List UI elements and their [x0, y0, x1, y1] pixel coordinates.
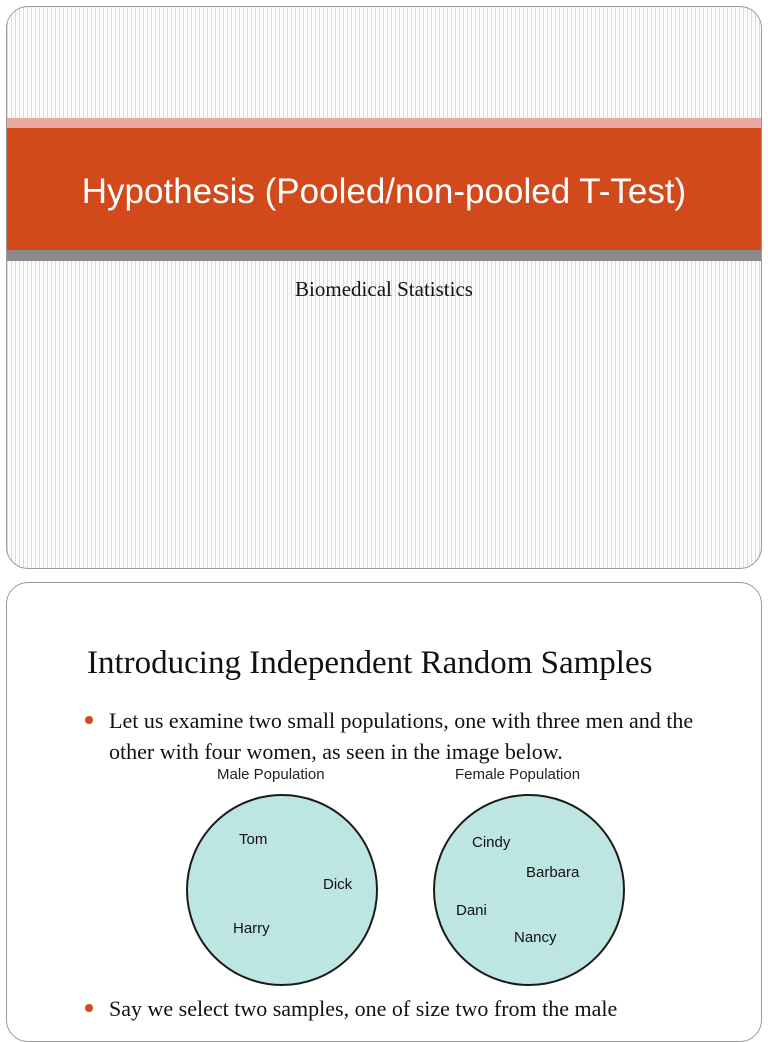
population-member: Tom	[239, 831, 268, 848]
title-band-top-stripe	[7, 118, 761, 128]
population-member: Dani	[456, 902, 487, 919]
bullet-item	[85, 705, 725, 767]
slide-subtitle: Biomedical Statistics	[295, 277, 473, 301]
bullet-item	[85, 993, 725, 1024]
title-band-bottom-stripe	[7, 250, 761, 261]
content-slide	[6, 582, 762, 1042]
male-population-label: Male Population	[217, 766, 325, 783]
bullet-text: Say we select two samples, one of size two from the male	[109, 996, 618, 1021]
bullet-dot-icon	[85, 716, 93, 724]
female-population-label: Female Population	[455, 766, 581, 783]
male-population-circle	[186, 794, 378, 986]
female-population-circle	[433, 794, 625, 986]
slide-title: Hypothesis (Pooled/non-pooled T-Test)	[81, 171, 687, 211]
slide-heading: Introducing Independent Random Samples	[87, 645, 653, 681]
population-member: Harry	[233, 920, 270, 937]
title-band	[7, 128, 761, 250]
bullet-text: Let us examine two small populations, one with three men and the other with four women, as seen in the image below.	[109, 708, 694, 764]
title-slide	[6, 6, 762, 569]
bullet-dot-icon	[85, 1004, 93, 1012]
population-member: Cindy	[472, 834, 511, 851]
population-member: Barbara	[526, 864, 580, 881]
population-member: Nancy	[514, 929, 557, 946]
population-member: Dick	[323, 876, 353, 893]
